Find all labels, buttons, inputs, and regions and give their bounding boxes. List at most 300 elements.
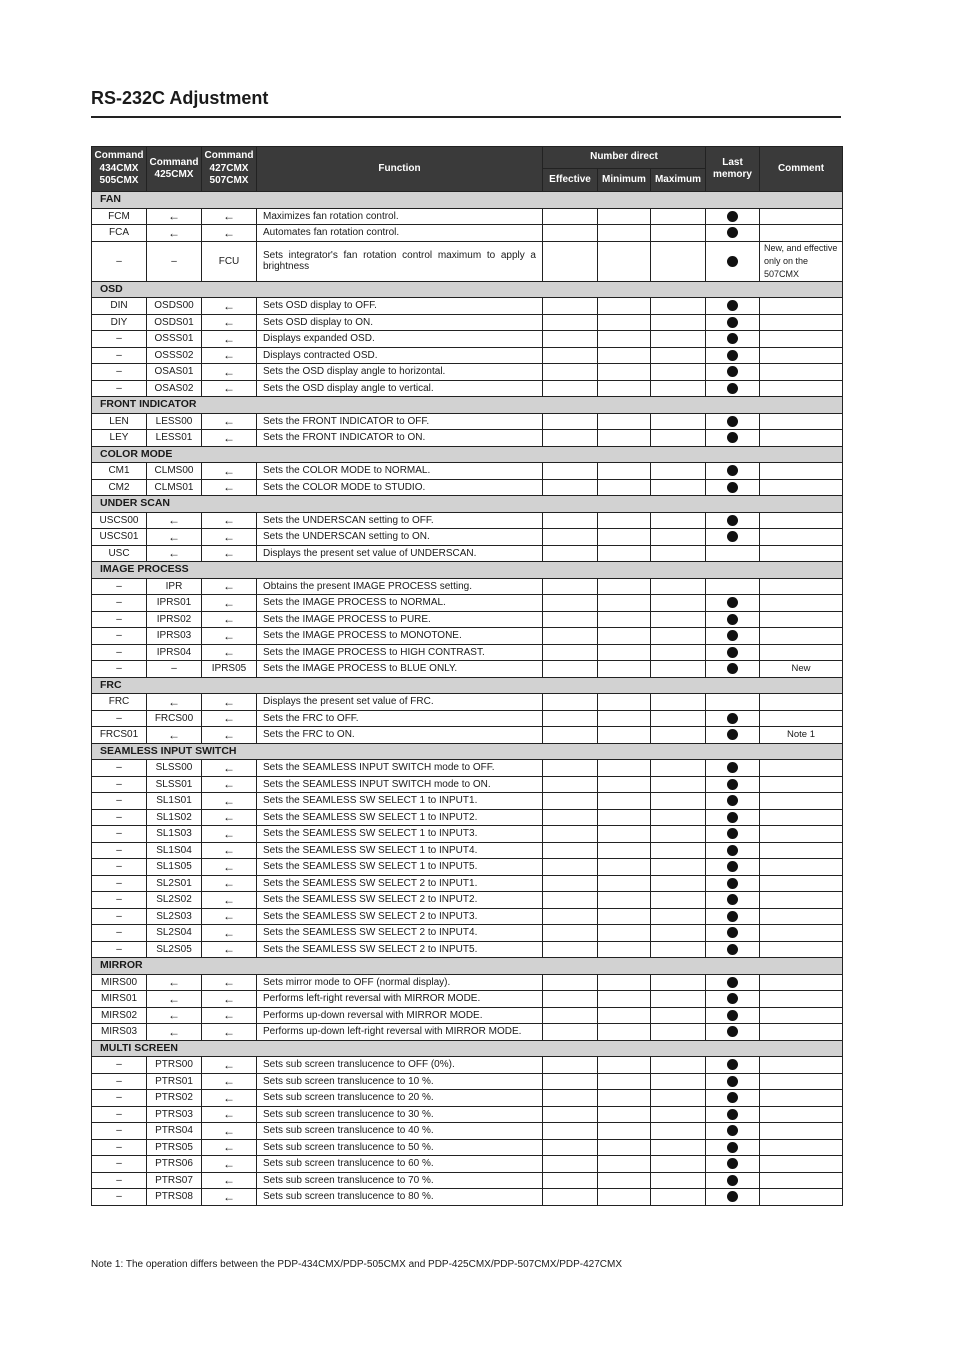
function-cell: Sets the IMAGE PROCESS to HIGH CONTRAST. [257,644,543,661]
maximum-cell [651,545,706,562]
same-as-left-arrow-cell [202,892,257,909]
maximum-cell [651,809,706,826]
same-as-left-arrow-cell [202,826,257,843]
comment-cell [760,809,843,826]
function-cell: Performs left-right reversal with MIRROR MODE. [257,991,543,1008]
left-arrow-icon: ← [223,529,235,544]
left-arrow-icon: ← [223,430,235,445]
command-cell-1: LEN [92,413,147,430]
maximum-cell [651,1139,706,1156]
footnote: Note 1: The operation differs between the PDP-434CMX/PDP-505CMX and PDP-425CMX/PDP-507CMX/PDP-427CMX [91,1259,622,1270]
left-arrow-icon: ← [223,645,235,660]
left-arrow-icon: ← [223,975,235,990]
minimum-cell [598,1172,651,1189]
maximum-cell [651,694,706,711]
last-memory-cell [706,512,760,529]
effective-cell [543,1123,598,1140]
function-cell: Sets the SEAMLESS SW SELECT 1 to INPUT2. [257,809,543,826]
maximum-cell [651,314,706,331]
comment-cell [760,859,843,876]
left-arrow-icon: ← [168,694,180,709]
section-header [92,562,843,579]
same-as-left-arrow-cell [202,793,257,810]
function-cell: Displays contracted OSD. [257,347,543,364]
last-memory-cell [706,545,760,562]
command-cell-2: – [147,241,202,281]
table-row [92,760,843,777]
header-line: 427CMX [209,162,249,174]
effective-cell [543,529,598,546]
left-arrow-icon: ← [223,892,235,907]
function-cell: Sets the IMAGE PROCESS to MONOTONE. [257,628,543,645]
maximum-cell [651,793,706,810]
same-as-left-arrow-cell [202,710,257,727]
command-cell-1: – [92,578,147,595]
filled-circle-icon [727,828,738,839]
last-memory-cell [706,1172,760,1189]
left-arrow-icon: ← [223,1008,235,1023]
command-cell-1: – [92,941,147,958]
command-cell-2: IPRS04 [147,644,202,661]
maximum-cell [651,529,706,546]
last-memory-cell [706,727,760,744]
table-row [92,793,843,810]
minimum-cell [598,1189,651,1206]
section-title: FRC [92,677,843,694]
command-cell-2: FRCS00 [147,710,202,727]
last-memory-cell [706,1024,760,1041]
table-row [92,479,843,496]
function-cell: Automates fan rotation control. [257,225,543,242]
last-memory-cell [706,875,760,892]
table-row [92,430,843,447]
filled-circle-icon [727,256,738,267]
left-arrow-icon: ← [168,1024,180,1039]
maximum-cell [651,644,706,661]
section-title: MIRROR [92,958,843,975]
command-cell-1: – [92,644,147,661]
comment-cell [760,644,843,661]
comment-cell [760,974,843,991]
filled-circle-icon [727,597,738,608]
left-arrow-icon: ← [223,612,235,627]
filled-circle-icon [727,515,738,526]
effective-cell [543,809,598,826]
function-cell: Sets the FRC to OFF. [257,710,543,727]
left-arrow-icon: ← [223,760,235,775]
minimum-cell [598,941,651,958]
left-arrow-icon: ← [168,727,180,742]
table-row [92,1057,843,1074]
header-maximum: Maximum [651,169,706,192]
header-line: memory [713,169,752,180]
last-memory-cell [706,1106,760,1123]
effective-cell [543,347,598,364]
left-arrow-icon: ← [223,1024,235,1039]
minimum-cell [598,512,651,529]
command-cell-2: IPRS02 [147,611,202,628]
effective-cell [543,479,598,496]
effective-cell [543,974,598,991]
comment-cell [760,347,843,364]
filled-circle-icon [727,531,738,542]
maximum-cell [651,1057,706,1074]
last-memory-cell [706,809,760,826]
last-memory-cell [706,463,760,480]
filled-circle-icon [727,894,738,905]
command-cell-3: IPRS05 [202,661,257,678]
last-memory-cell [706,413,760,430]
command-cell-1: – [92,628,147,645]
minimum-cell [598,809,651,826]
same-as-left-arrow-cell [147,529,202,546]
command-cell-1: LEY [92,430,147,447]
same-as-left-arrow-cell [202,364,257,381]
command-cell-1: FCA [92,225,147,242]
last-memory-cell [706,974,760,991]
function-cell: Sets the IMAGE PROCESS to BLUE ONLY. [257,661,543,678]
minimum-cell [598,1106,651,1123]
effective-cell [543,892,598,909]
comment-cell [760,1106,843,1123]
last-memory-cell [706,225,760,242]
filled-circle-icon [727,350,738,361]
table-row [92,974,843,991]
minimum-cell [598,578,651,595]
table-row [92,1073,843,1090]
effective-cell [543,331,598,348]
table-row [92,208,843,225]
same-as-left-arrow-cell [202,694,257,711]
command-cell-2: PTRS03 [147,1106,202,1123]
filled-circle-icon [727,317,738,328]
function-cell: Sets sub screen translucence to 80 %. [257,1189,543,1206]
comment-cell: Note 1 [760,727,843,744]
comment-cell [760,1123,843,1140]
command-cell-1: USCS00 [92,512,147,529]
section-title: SEAMLESS INPUT SWITCH [92,743,843,760]
minimum-cell [598,842,651,859]
comment-cell [760,1156,843,1173]
last-memory-cell [706,347,760,364]
comment-cell [760,826,843,843]
same-as-left-arrow-cell [202,809,257,826]
command-cell-1: MIRS01 [92,991,147,1008]
command-cell-2: OSSS01 [147,331,202,348]
left-arrow-icon: ← [223,925,235,940]
same-as-left-arrow-cell [202,908,257,925]
minimum-cell [598,694,651,711]
table-row [92,413,843,430]
maximum-cell [651,479,706,496]
comment-cell [760,875,843,892]
table-row [92,298,843,315]
function-cell: Sets the OSD display angle to horizontal. [257,364,543,381]
command-cell-2: SL2S03 [147,908,202,925]
minimum-cell [598,859,651,876]
comment-cell [760,1139,843,1156]
command-cell-2: SL1S01 [147,793,202,810]
last-memory-cell [706,859,760,876]
left-arrow-icon: ← [168,225,180,240]
title-rule [91,116,841,118]
maximum-cell [651,430,706,447]
header-line: Command [149,156,199,168]
comment-cell [760,430,843,447]
command-cell-2: PTRS00 [147,1057,202,1074]
comment-cell [760,413,843,430]
function-cell: Sets sub screen translucence to 70 %. [257,1172,543,1189]
same-as-left-arrow-cell [202,1156,257,1173]
command-cell-2: – [147,661,202,678]
last-memory-cell [706,694,760,711]
table-row [92,661,843,678]
same-as-left-arrow-cell [147,727,202,744]
effective-cell [543,314,598,331]
effective-cell [543,826,598,843]
function-cell: Sets the SEAMLESS SW SELECT 2 to INPUT5. [257,941,543,958]
last-memory-cell [706,1189,760,1206]
function-cell: Performs up-down left-right reversal with MIRROR MODE. [257,1024,543,1041]
same-as-left-arrow-cell [202,991,257,1008]
command-cell-1: MIRS03 [92,1024,147,1041]
last-memory-cell [706,892,760,909]
effective-cell [543,941,598,958]
section-header [92,677,843,694]
last-memory-cell [706,991,760,1008]
command-cell-1: – [92,611,147,628]
left-arrow-icon: ← [223,463,235,478]
function-cell: Sets the SEAMLESS SW SELECT 1 to INPUT3. [257,826,543,843]
maximum-cell [651,595,706,612]
maximum-cell [651,241,706,281]
comment-cell [760,479,843,496]
minimum-cell [598,727,651,744]
filled-circle-icon [727,812,738,823]
comment-cell [760,380,843,397]
command-cell-1: – [92,1172,147,1189]
left-arrow-icon: ← [168,513,180,528]
command-cell-2: SL2S05 [147,941,202,958]
section-header [92,192,843,209]
function-cell: Sets the SEAMLESS INPUT SWITCH mode to ON. [257,776,543,793]
command-cell-1: FRC [92,694,147,711]
minimum-cell [598,661,651,678]
command-cell-2: OSAS01 [147,364,202,381]
command-cell-1: – [92,1090,147,1107]
same-as-left-arrow-cell [202,611,257,628]
table-row [92,463,843,480]
last-memory-cell [706,1123,760,1140]
effective-cell [543,727,598,744]
command-cell-2: SL2S01 [147,875,202,892]
last-memory-cell [706,611,760,628]
left-arrow-icon: ← [223,843,235,858]
maximum-cell [651,331,706,348]
effective-cell [543,1172,598,1189]
section-title: FAN [92,192,843,209]
comment-cell [760,545,843,562]
minimum-cell [598,364,651,381]
function-cell: Sets the FRC to ON. [257,727,543,744]
left-arrow-icon: ← [168,529,180,544]
section-header [92,496,843,513]
function-cell: Sets sub screen translucence to 50 %. [257,1139,543,1156]
maximum-cell [651,1189,706,1206]
command-cell-1: FRCS01 [92,727,147,744]
header-command-427-507 [202,147,257,192]
table-row [92,1106,843,1123]
table-row [92,908,843,925]
header-line: Command [204,150,254,162]
minimum-cell [598,529,651,546]
last-memory-cell [706,776,760,793]
filled-circle-icon [727,1059,738,1070]
command-cell-1: DIN [92,298,147,315]
effective-cell [543,908,598,925]
left-arrow-icon: ← [223,513,235,528]
left-arrow-icon: ← [223,1107,235,1122]
left-arrow-icon: ← [223,991,235,1006]
left-arrow-icon: ← [223,1074,235,1089]
filled-circle-icon [727,1142,738,1153]
table-row [92,331,843,348]
effective-cell [543,1024,598,1041]
filled-circle-icon [727,927,738,938]
filled-circle-icon [727,383,738,394]
header-command-434-505 [92,147,147,192]
left-arrow-icon: ← [223,381,235,396]
left-arrow-icon: ← [223,942,235,957]
same-as-left-arrow-cell [147,512,202,529]
function-cell: Sets the IMAGE PROCESS to PURE. [257,611,543,628]
left-arrow-icon: ← [168,1008,180,1023]
command-cell-1: DIY [92,314,147,331]
maximum-cell [651,842,706,859]
section-title: IMAGE PROCESS [92,562,843,579]
effective-cell [543,1073,598,1090]
minimum-cell [598,595,651,612]
command-cell-1: – [92,1073,147,1090]
minimum-cell [598,826,651,843]
comment-cell [760,793,843,810]
same-as-left-arrow-cell [202,941,257,958]
header-line: 505CMX [99,175,139,187]
maximum-cell [651,925,706,942]
effective-cell [543,694,598,711]
comment-cell [760,364,843,381]
command-cell-1: – [92,661,147,678]
minimum-cell [598,331,651,348]
same-as-left-arrow-cell [202,1057,257,1074]
function-cell: Sets sub screen translucence to 10 %. [257,1073,543,1090]
comment-cell [760,331,843,348]
minimum-cell [598,1007,651,1024]
table-row [92,892,843,909]
minimum-cell [598,925,651,942]
table-row [92,875,843,892]
minimum-cell [598,1123,651,1140]
command-cell-1: USCS01 [92,529,147,546]
command-cell-1: MIRS02 [92,1007,147,1024]
command-cell-1: – [92,908,147,925]
minimum-cell [598,1156,651,1173]
left-arrow-icon: ← [223,1123,235,1138]
same-as-left-arrow-cell [202,727,257,744]
header-line: 425CMX [154,169,194,180]
left-arrow-icon: ← [223,315,235,330]
last-memory-cell [706,364,760,381]
left-arrow-icon: ← [223,364,235,379]
section-title: FRONT INDICATOR [92,397,843,414]
left-arrow-icon: ← [223,209,235,224]
same-as-left-arrow-cell [147,974,202,991]
last-memory-cell [706,908,760,925]
effective-cell [543,1156,598,1173]
table-row [92,380,843,397]
function-cell: Sets the SEAMLESS SW SELECT 1 to INPUT4. [257,842,543,859]
filled-circle-icon [727,1092,738,1103]
maximum-cell [651,1073,706,1090]
last-memory-cell [706,644,760,661]
filled-circle-icon [727,1191,738,1202]
command-cell-1: – [92,364,147,381]
command-cell-2: IPRS01 [147,595,202,612]
same-as-left-arrow-cell [202,578,257,595]
command-cell-1: – [92,347,147,364]
function-cell: Sets the SEAMLESS SW SELECT 2 to INPUT4. [257,925,543,942]
command-cell-2: SL2S02 [147,892,202,909]
command-cell-1: – [92,925,147,942]
last-memory-cell [706,430,760,447]
maximum-cell [651,661,706,678]
same-as-left-arrow-cell [147,225,202,242]
last-memory-cell [706,529,760,546]
effective-cell [543,225,598,242]
left-arrow-icon: ← [223,331,235,346]
command-cell-1: – [92,1057,147,1074]
command-cell-2: PTRS07 [147,1172,202,1189]
command-cell-2: SL2S04 [147,925,202,942]
filled-circle-icon [727,465,738,476]
table-row [92,611,843,628]
table-row [92,727,843,744]
filled-circle-icon [727,366,738,377]
filled-circle-icon [727,663,738,674]
last-memory-cell [706,661,760,678]
same-as-left-arrow-cell [202,1007,257,1024]
filled-circle-icon [727,614,738,625]
command-cell-1: – [92,1106,147,1123]
command-cell-2: SLSS01 [147,776,202,793]
minimum-cell [598,991,651,1008]
function-cell: Sets the SEAMLESS SW SELECT 2 to INPUT3. [257,908,543,925]
minimum-cell [598,760,651,777]
command-cell-1: MIRS00 [92,974,147,991]
filled-circle-icon [727,1175,738,1186]
left-arrow-icon: ← [223,909,235,924]
effective-cell [543,578,598,595]
command-cell-2: IPR [147,578,202,595]
minimum-cell [598,875,651,892]
command-cell-2: SL1S03 [147,826,202,843]
left-arrow-icon: ← [223,348,235,363]
comment-cell [760,776,843,793]
header-line: Last [722,156,743,168]
minimum-cell [598,208,651,225]
filled-circle-icon [727,630,738,641]
filled-circle-icon [727,878,738,889]
